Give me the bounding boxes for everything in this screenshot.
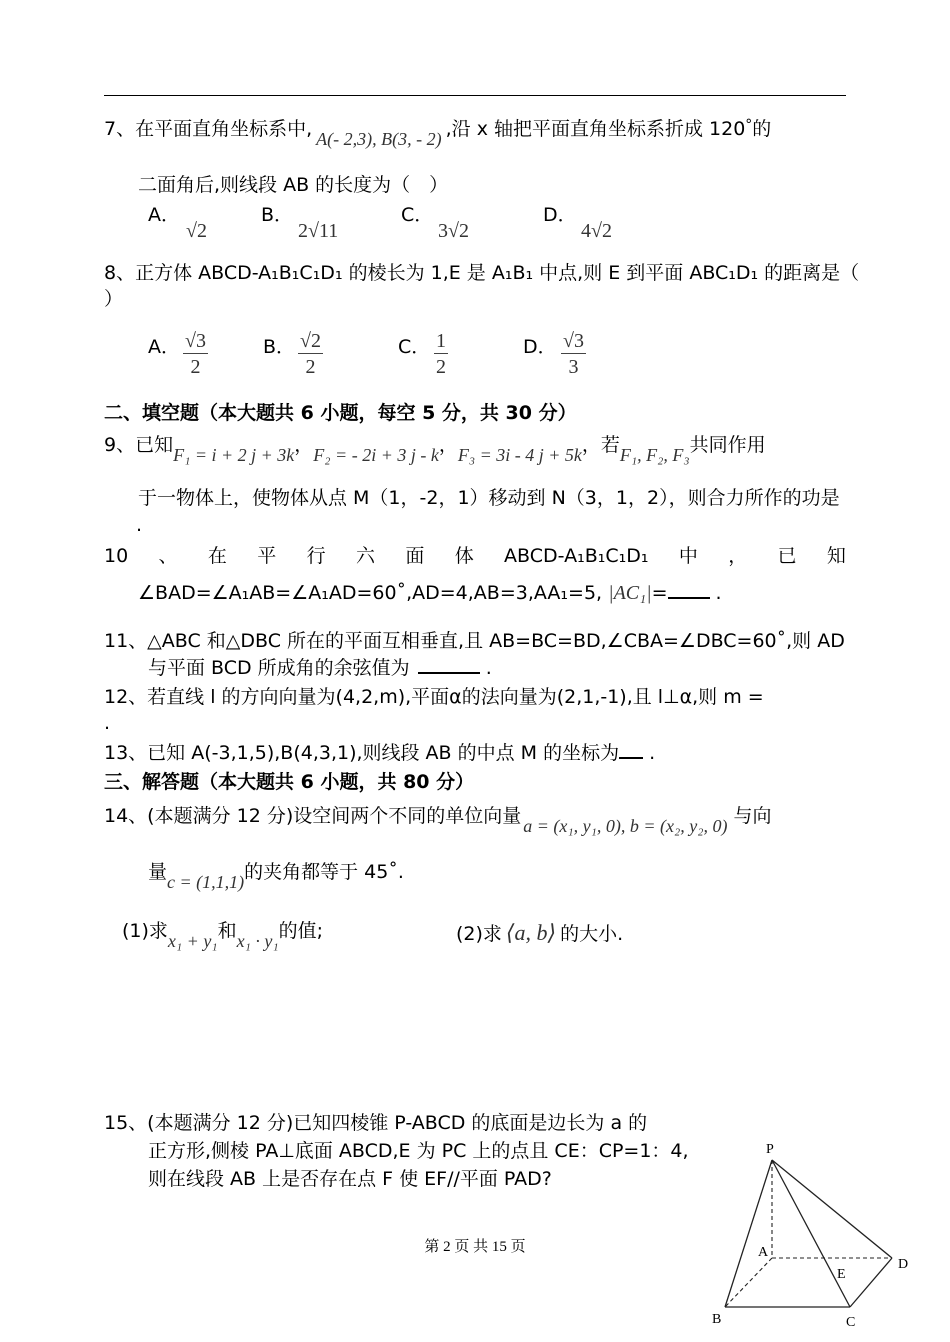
q14-p1-and: 和 (217, 920, 237, 942)
q8-option-c-fraction (434, 330, 448, 379)
q10-eq: = (651, 582, 668, 604)
edge-pb (725, 1160, 772, 1307)
q15-line1: 15、(本题满分 12 分)已知四棱锥 P-ABCD 的底面是边长为 a 的 (104, 1112, 648, 1134)
q7-option-d-label: D． (543, 204, 577, 226)
q8-option-c-label: C． (398, 336, 431, 358)
label-p: P (766, 1142, 774, 1157)
q11-end: . (479, 657, 492, 679)
q14-post: 与向 (733, 805, 772, 827)
q9-f3: F₃ = 3i - 4 j + 5k (457, 445, 582, 465)
section2-heading: 二、填空题（本大题共 6 小题，每空 5 分，共 30 分） (104, 402, 577, 424)
q14-line2-post: 的夹角都等于 45˚. (244, 861, 404, 883)
q13-end: . (643, 742, 656, 764)
q11-answer-blank[interactable] (418, 672, 480, 674)
q7-option-b-value: 2√11 (298, 220, 339, 242)
q10-w0: 10 (104, 545, 129, 567)
label-c: C (846, 1315, 856, 1330)
q7-text-a: 7、在平面直角坐标系中, (104, 118, 313, 140)
q11-text: 与平面 BCD 所成角的余弦值为 (148, 657, 410, 679)
q14-line1 (104, 805, 772, 836)
q8-b-num: √2 (300, 330, 321, 352)
q15-line3: 则在线段 AB 上是否存在点 F 使 EF//平面 PAD? (148, 1168, 552, 1190)
q9-line3: . (136, 514, 143, 536)
q9-mid: ，若 (581, 434, 620, 456)
q10-answer-blank[interactable] (668, 597, 710, 599)
q10-line2 (138, 581, 722, 605)
q7-option-c-value: 3√2 (438, 220, 469, 242)
q8-line1: 8、正方体 ABCD-A₁B₁C₁D₁ 的棱长为 1,E 是 A₁B₁ 中点,则 E 到平面 ABC₁D₁ 的距离是（ (104, 262, 860, 284)
q14-p1-product: x₁ · y₁ (236, 931, 279, 951)
label-d: D (898, 1257, 909, 1272)
edge-pc (772, 1160, 850, 1307)
q14-vectors-ab: a = (x₁, y₁, 0), b = (x₂, y₂, 0) (523, 816, 728, 836)
q10-w4: 行 (306, 545, 326, 567)
q14-p1-sum: x₁ + y₁ (167, 931, 218, 951)
q14-p2-post: 的大小. (560, 923, 624, 945)
q10-end: . (709, 582, 722, 604)
label-a: A (758, 1245, 769, 1260)
q8-option-a-fraction (183, 330, 208, 379)
q12-line2: . (104, 712, 111, 734)
q7-option-c-label: C． (401, 204, 434, 226)
q14-pre: 14、(本题满分 12 分)设空间两个不同的单位向量 (104, 805, 522, 827)
q8-d-den: 3 (568, 356, 579, 378)
q14-part2 (456, 920, 623, 946)
q11-line1: 11、△ABC 和△DBC 所在的平面互相垂直,且 AB=BC=BD,∠CBA=∠DBC=60˚,则 AD (104, 630, 845, 652)
q8-option-a-label: A． (148, 336, 180, 358)
q7-line1 (104, 117, 772, 149)
q14-p1-post: 的值; (278, 920, 323, 942)
section3-heading: 三、解答题（本大题共 6 小题，共 80 分） (104, 771, 475, 793)
q8-d-num: √3 (563, 330, 584, 352)
q7-option-a-value: √2 (186, 220, 207, 242)
edge-ab-hidden (725, 1258, 772, 1307)
edge-cd (850, 1258, 892, 1307)
q14-line2 (148, 861, 404, 892)
q7-text-b: ,沿 x 轴把平面直角坐标系折成 120 (445, 118, 746, 140)
q7-text-c: 的 (752, 118, 772, 140)
q10-w9: 中 (678, 545, 698, 567)
q8-b-den: 2 (305, 356, 316, 378)
q8-c-num: 1 (436, 330, 446, 352)
q8-option-d-fraction (561, 330, 586, 379)
q13-answer-blank[interactable] (619, 757, 643, 759)
q10-w12: 知 (826, 545, 846, 567)
q14-part1 (122, 920, 323, 951)
q9-sep2: ， (438, 434, 458, 456)
q14-line2-pre: 量 (148, 861, 168, 883)
q8-a-den: 2 (190, 356, 201, 378)
q7-degree: ° (745, 117, 753, 133)
q7-points-math: A(- 2,3), B(3, - 2) (316, 129, 442, 149)
page-footer: 第 2 页 共 15 页 (424, 1239, 526, 1255)
q8-option-b-fraction (298, 330, 323, 379)
q13-text: 13、已知 A(-3,1,5),B(4,3,1),则线段 AB 的中点 M 的坐标为 (104, 742, 620, 764)
q9-line2: 于一物体上，使物体从点 M（1，-2，1）移动到 N（3，1，2），则合力所作的功是 (138, 487, 840, 509)
pyramid-figure (700, 1130, 930, 1335)
q10-w5: 六 (355, 545, 375, 567)
q9-f1: F₁ = i + 2 j + 3k (173, 445, 295, 465)
q10-w11: 已 (777, 545, 797, 567)
q10-abs-ac1: |AC₁| (608, 582, 652, 604)
q9-sep1: ， (294, 434, 314, 456)
q10-w8: ABCD-A₁B₁C₁D₁ (504, 545, 649, 567)
q14-p2-pre: (2)求 (456, 923, 502, 945)
q10-w1: 、 (158, 545, 178, 567)
label-b: B (712, 1312, 722, 1327)
q8-a-num: √3 (185, 330, 206, 352)
q8-option-d-label: D． (523, 336, 557, 358)
q9-forces: F₁, F₂, F₃ (619, 445, 690, 465)
q7-option-d-value: 4√2 (581, 220, 612, 242)
q14-p1-pre: (1)求 (122, 920, 168, 942)
q14-p2-angle: ⟨a, b⟩ (505, 920, 557, 945)
q11-line2 (148, 657, 492, 680)
q15-line2: 正方形,侧棱 PA⊥底面 ABCD,E 为 PC 上的点且 CE：CP=1：4, (148, 1140, 689, 1162)
q9-post: 共同作用 (689, 434, 766, 456)
q9-f2: F₂ = - 2i + 3 j - k (313, 445, 439, 465)
q10-w3: 平 (257, 545, 277, 567)
q9-line1 (104, 434, 766, 465)
header-rule (104, 95, 846, 96)
q10-w7: 体 (454, 545, 474, 567)
q8-line2: ） (104, 288, 124, 310)
q10-conditions: ∠BAD=∠A₁AB=∠A₁AD=60˚,AD=4,AB=3,AA₁=5, (138, 582, 603, 604)
q14-vector-c: c = (1,1,1) (167, 872, 245, 892)
q7-option-b-label: B． (261, 204, 294, 226)
q12-line1: 12、若直线 l 的方向向量为(4,2,m),平面α的法向量为(2,1,-1),且 l⊥α,则 m = (104, 686, 764, 708)
q7-option-a-label: A． (148, 204, 180, 226)
q8-option-b-label: B． (263, 336, 296, 358)
q10-w2: 在 (207, 545, 227, 567)
q8-c-den: 2 (436, 356, 446, 378)
q10-line1 (104, 545, 846, 568)
q10-w10: ， (728, 545, 748, 567)
q7-line2: 二面角后,则线段 AB 的长度为（ ） (138, 174, 449, 196)
label-e: E (837, 1267, 846, 1282)
q10-w6: 面 (405, 545, 425, 567)
q9-pre: 9、已知 (104, 434, 174, 456)
q13-line1 (104, 742, 655, 765)
